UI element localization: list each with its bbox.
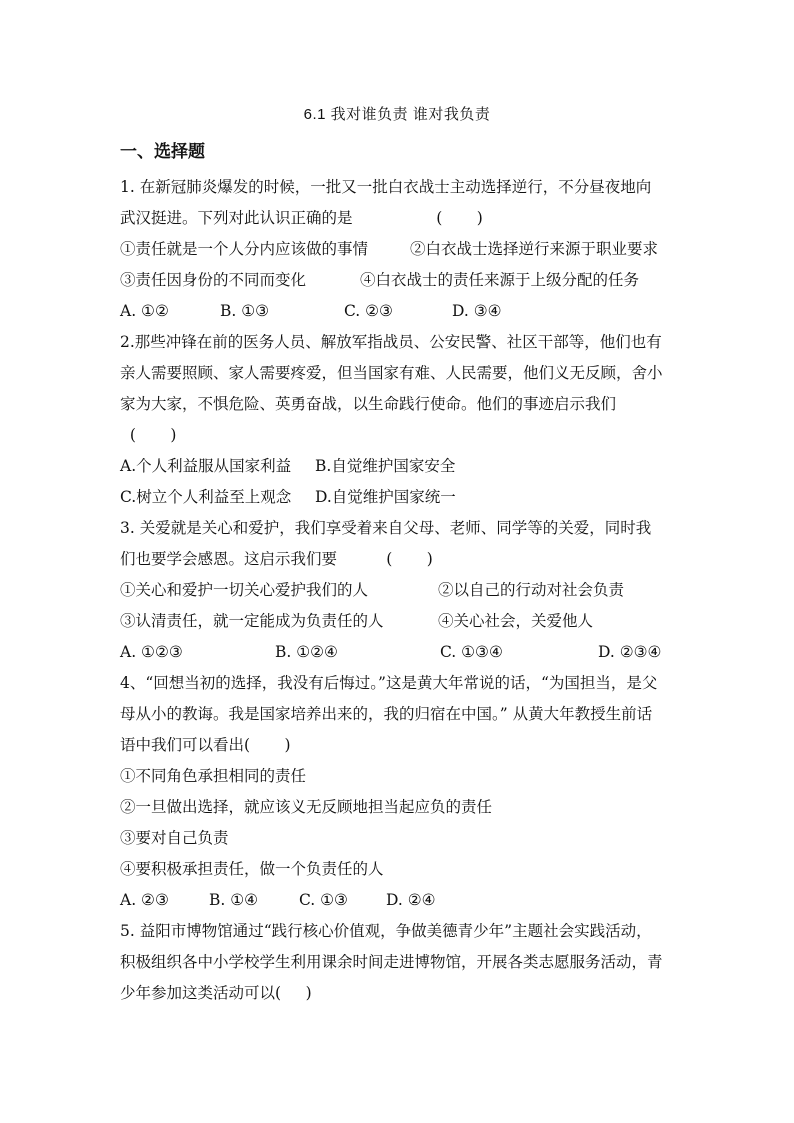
question-1-stem-line-2: 武汉挺进。下列对此认识正确的是 ( ) <box>120 209 483 227</box>
question-4-option-2: ②一旦做出选择，就应该义无反顾地担当起应负的责任 <box>120 798 493 816</box>
question-1-choice-c: C. ②③ <box>344 302 393 320</box>
question-3-option-1: ①关心和爱护一切关心爱护我们的人 <box>120 581 369 599</box>
question-2-stem-line-4: ( ) <box>120 426 177 444</box>
question-4-stem-line-3: 语中我们可以看出( ) <box>120 736 291 754</box>
question-4-option-1: ①不同角色承担相同的责任 <box>120 767 307 785</box>
question-3-choice-b: B. ①②④ <box>275 643 338 661</box>
question-3-option-4: ④关心社会，关爱他人 <box>438 612 594 630</box>
question-3-option-3: ③认清责任，就一定能成为负责任的人 <box>120 612 384 630</box>
question-4-choice-b: B. ①④ <box>209 891 259 909</box>
section-heading: 一、选择题 <box>120 142 205 162</box>
question-3-option-2: ②以自己的行动对社会负责 <box>438 581 625 599</box>
question-2-stem-line-2: 亲人需要照顾、家人需要疼爱，但当国家有难、人民需要，他们义无反顾，舍小 <box>120 364 663 382</box>
question-2-choice-a: A.个人利益服从国家利益 <box>120 457 292 475</box>
question-1-choices <box>120 296 682 327</box>
question-4-stem-line-2: 母从小的教诲。我是国家培养出来的，我的归宿在中国。” 从黄大年教授生前话 <box>120 705 653 723</box>
question-1-option-1: ①责任就是一个人分内应该做的事情 <box>120 240 369 258</box>
question-3-choice-c: C. ①③④ <box>440 643 503 661</box>
question-2-choice-d: D.自觉维护国家统一 <box>315 488 456 506</box>
question-2-choice-b: B.自觉维护国家安全 <box>315 457 456 475</box>
question-4-choices <box>120 885 682 916</box>
question-3-choice-d: D. ②③④ <box>598 643 662 661</box>
question-list <box>120 172 682 1009</box>
question-4-option-3: ③要对自己负责 <box>120 829 229 847</box>
question-3-stem-line-1: 3. 关爱就是关心和爱护，我们享受着来自父母、老师、同学等的关爱，同时我 <box>120 519 652 537</box>
question-1-choice-d: D. ③④ <box>452 302 502 320</box>
page-title: 6.1 我对谁负责 谁对我负责 <box>303 106 491 123</box>
question-2-choice-c: C.树立个人利益至上观念 <box>120 488 292 506</box>
question-2-stem-line-1: 2.那些冲锋在前的医务人员、解放军指战员、公安民警、社区干部等，他们也有 <box>120 333 662 351</box>
question-4-choice-d: D. ②④ <box>386 891 436 909</box>
question-2-choices-row-2 <box>120 482 682 513</box>
question-1-choice-b: B. ①③ <box>220 302 270 320</box>
question-1-option-2: ②白衣战士选择逆行来源于职业要求 <box>410 240 659 258</box>
question-4-choice-c: C. ①③ <box>299 891 348 909</box>
question-3-choices <box>120 637 682 668</box>
question-3-choice-a: A. ①②③ <box>120 643 183 661</box>
question-1-options-row-1 <box>120 234 682 265</box>
question-4-choice-a: A. ②③ <box>120 891 169 909</box>
question-3-stem-line-2: 们也要学会感恩。这启示我们要 ( ) <box>120 550 433 568</box>
question-2-choices-row-1 <box>120 451 682 482</box>
question-3-options-row-2 <box>120 606 682 637</box>
question-1-choice-a: A. ①② <box>120 302 169 320</box>
question-1-option-4: ④白衣战士的责任来源于上级分配的任务 <box>360 271 640 289</box>
question-4-stem-line-1: 4、“回想当初的选择，我没有后悔过。”这是黄大年常说的话，“为国担当，是父 <box>120 674 658 692</box>
question-1-option-3: ③责任因身份的不同而变化 <box>120 271 307 289</box>
question-5-stem-line-2: 积极组织各中小学校学生利用课余时间走进博物馆，开展各类志愿服务活动，青 <box>120 953 663 971</box>
question-1-stem-line-1: 1. 在新冠肺炎爆发的时候，一批又一批白衣战士主动选择逆行，不分昼夜地向 <box>120 178 652 196</box>
question-4-option-4: ④要积极承担责任，做一个负责任的人 <box>120 860 384 878</box>
question-3-options-row-1 <box>120 575 682 606</box>
question-5-stem-line-1: 5. 益阳市博物馆通过“践行核心价值观，争做美德青少年”主题社会实践活动， <box>120 922 652 940</box>
question-1-options-row-2 <box>120 265 682 296</box>
question-2-stem-line-3: 家为大家，不惧危险、英勇奋战，以生命践行使命。他们的事迹启示我们 <box>120 395 617 413</box>
question-5-stem-line-3: 少年参加这类活动可以( ) <box>120 984 312 1002</box>
